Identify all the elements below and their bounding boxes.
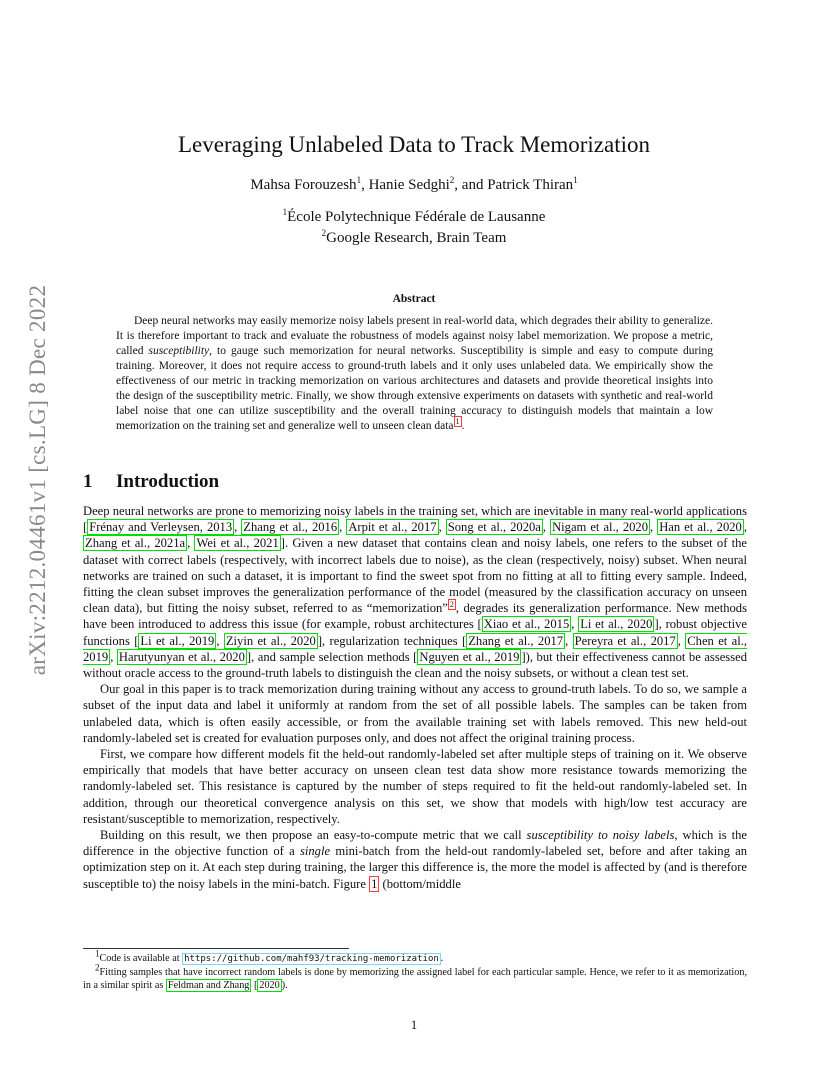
citation-link[interactable]: Feldman and Zhang (167, 980, 250, 991)
paper-title: Leveraging Unlabeled Data to Track Memorization (178, 132, 650, 157)
abstract-body: Deep neural networks may easily memorize noisy labels present in real-world data, which degrades their ability to generalize. It is therefore important to track and evaluate the robustness of models against noisy label memorization. We propose a metric, called susceptibility, to gauge such memorization for neural networks. Susceptibility is simple and easy to compute during training. Moreover, it does not require access to ground-truth labels and it only uses unlabeled data. We empirically show the effectiveness of our metric in tracking memorization on various architectures and datasets and provide theoretical insights into the design of the susceptibility metric. Finally, we show through extensive experiments on datasets with synthetic and real-world label noise that one can utilize susceptibility and the overall training accuracy to distinguish models that maintain a low memorization on the training set and generalize well to unseen clean data $^1$ . (116, 315, 713, 432)
section-number: 1 (83, 471, 93, 492)
citation-link[interactable]: Arpit et al., 2017 (348, 520, 437, 535)
citation-link[interactable]: Han et al., 2020 (659, 520, 742, 535)
citation-link[interactable]: Zhang et al., 2017 (468, 633, 564, 648)
paragraph: Deep neural networks are prone to memorizing noisy labels in the training set, which are inevitable in many real-world applications [ Frénay and Verleysen, 2013 , Zhang et al., 2016 , Arpit et al., 2017 , Song et al., 2020a , Nigam et al., 2020 , Han et al., 2020 , Zhang et al., 2021a , Wei et al., 2021 ]. Given a new dataset that contains clean and noisy labels, one refers to the subset of the dataset with correct labels (respectively, with incorrect labels due to noise), as the clean (respectively, noisy) subset. When neural networks are trained on such a dataset, it is important to find the sweet spot from no fitting at all to fitting every sample. Indeed, fitting the clean subset improves the generalization performance of the model (measured by the classification accuracy on unseen clean data), but fitting the noisy subset, referred to as “memorization” $^2$ , degrades its generalization performance. New methods have been introduced to address this issue (for example, robust architectures [ Xiao et al., 2015 , Li et al., 2020 ], robust objective functions [ Li et al., 2019 , Ziyin et al., 2020 ], regularization techniques [ Zhang et al., 2017 , Pereyra et al., 2017 , Chen et al., 2019 , Harutyunyan et al., 2020 ], and sample selection methods [ Nguyen et al., 2019 ]), but their effectiveness cannot be assessed without oracle access to the ground-truth labels to distinguish the clean and the noisy subsets, or without a clean test set. (83, 504, 748, 681)
citation-link[interactable]: Li et al., 2019 (140, 633, 215, 648)
citation-link[interactable]: Wei et al., 2021 (196, 536, 279, 551)
arxiv-id: arXiv:2212.04461v1 [cs.LG] 8 Dec 2022 (25, 284, 50, 676)
page-number: 1 (410, 1018, 418, 1032)
citation-link[interactable]: Ziyin et al., 2020 (225, 633, 316, 648)
citation-link[interactable]: Xiao et al., 2015 (483, 617, 570, 632)
citation-link[interactable]: Li et al., 2020 (580, 617, 653, 632)
citation-link[interactable]: 2020 (259, 980, 280, 991)
abstract-heading: Abstract (392, 293, 436, 305)
author-name: Patrick Thiran (487, 177, 574, 193)
footnotes (83, 948, 747, 992)
author-name: Hanie Sedghi (368, 177, 450, 193)
section-heading (83, 471, 219, 493)
citation-link[interactable]: Frénay and Verleysen, 2013 (89, 520, 233, 535)
paragraph: Building on this result, we then propose an easy-to-compute metric that we call susceptibility to noisy labels, which is the difference in the objective function of a single mini-batch from the held-out randomly-labeled set, before and after taking an optimization step on it. At each step during training, the larger this difference is, the more the model is affected by (and is therefore susceptible to) the noisy labels in the mini-batch. Figure 1 (bottom/middle (83, 828, 748, 891)
author-list: Mahsa Forouzesh$^1$, Hanie Sedghi$^2$, and Patrick Thiran$^1$ (250, 175, 578, 193)
footnote: $^2$Fitting samples that have incorrect random labels is done by memorizing the assigned label for each particular sample. Hence, we refer to it as memorization, in a similar spirit as Feldman and Zhang [ 2020 ). (83, 962, 747, 991)
affiliation-marker: 1 (573, 175, 578, 185)
code-url-link[interactable]: https://github.com/mahf93/tracking-memorization (184, 954, 439, 964)
author-name: Mahsa Forouzesh (250, 177, 357, 193)
footnote-link[interactable]: 2 (449, 600, 454, 610)
citation-link[interactable]: Nguyen et al., 2019 (419, 649, 520, 664)
figure-link[interactable]: 1 (371, 876, 378, 891)
citation-link[interactable]: Harutyunyan et al., 2020 (118, 649, 245, 664)
citation-link[interactable]: Chen et al., 2019 (83, 633, 748, 664)
footnote-rule (83, 948, 349, 949)
body-text (83, 503, 747, 892)
arxiv-stamp (18, 284, 58, 676)
affiliation-2: $^2$Google Research, Brain Team (321, 228, 507, 246)
affiliation-marker: 1 (356, 175, 362, 185)
citation-link[interactable]: Song et al., 2020a (447, 520, 541, 535)
citation-link[interactable]: Pereyra et al., 2017 (574, 633, 676, 648)
footnote: $^1$Code is available at https://github.com/mahf93/tracking-memorization . (95, 948, 444, 964)
citation-link[interactable]: Nigam et al., 2020 (552, 520, 649, 535)
affiliation-marker: 2 (449, 175, 455, 185)
footnote-link[interactable]: 1 (455, 417, 460, 427)
paragraph: First, we compare how different models fit the held-out randomly-labeled set after multiple steps of training on it. We observe empirically that models that have better accuracy on unseen clean test data show more resistance towards memorizing the randomly-labeled set. This resistance is captured by the number of steps required to fit the held-out randomly-labeled set. In addition, through our theoretical convergence analysis on this set, we show that models with high/low test accuracy are resistant/susceptible to memorization, respectively. (83, 747, 747, 826)
citation-link[interactable]: Zhang et al., 2016 (243, 520, 338, 535)
section-title: Introduction (116, 471, 220, 492)
citation-link[interactable]: Zhang et al., 2021a (85, 536, 186, 551)
paragraph: Our goal in this paper is to track memorization during training without any access to ground-truth labels. To do so, we sample a subset of the input data and label it uniformly at random from the set of all possible labels. The samples can be taken from unlabeled data, which is often easily accessible, or from the available training set with labels removed. This new held-out randomly-labeled set is created for evaluation purposes only, and does not affect the original training process. (83, 682, 747, 745)
affiliation-1: $^1$École Polytechnique Fédérale de Lausanne (282, 207, 546, 225)
